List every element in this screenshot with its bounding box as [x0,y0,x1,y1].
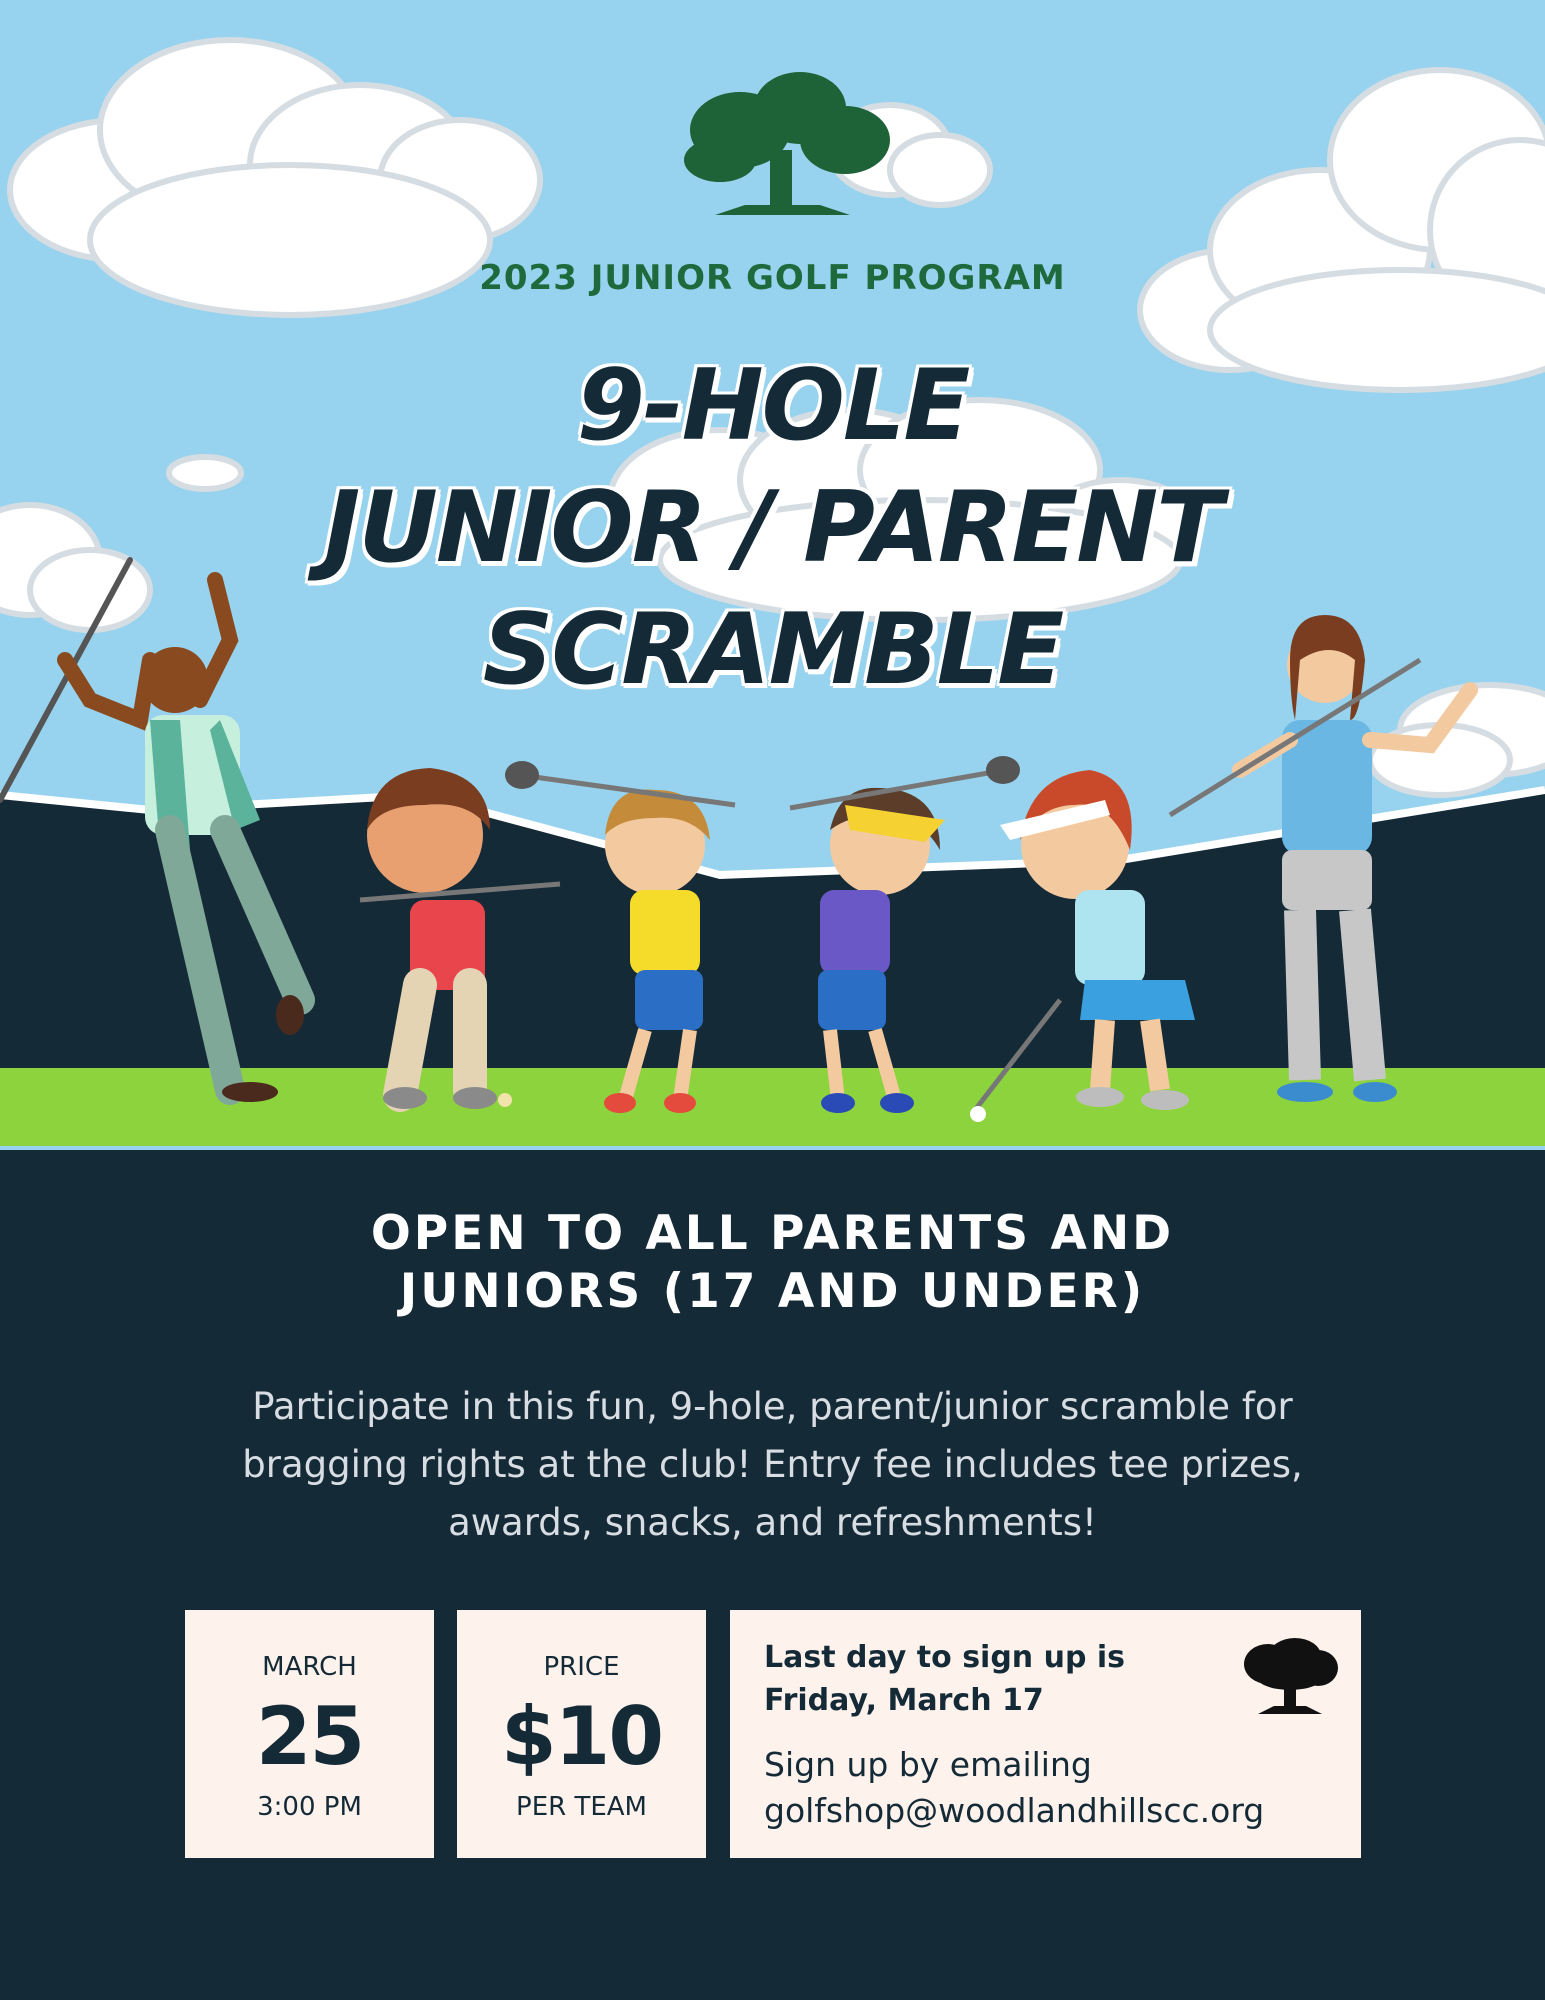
eligibility-line-2: JUNIORS (17 AND UNDER) [399,1264,1146,1319]
description-line-3: awards, snacks, and refreshments! [448,1501,1097,1544]
instructions-line-1: Sign up by emailing [764,1745,1092,1784]
signup-email[interactable]: golfshop@woodlandhillscc.org [764,1791,1265,1830]
deadline-line-2: Friday, March 17 [764,1683,1044,1718]
eligibility-line-1: OPEN TO ALL PARENTS AND [370,1206,1175,1261]
program-subtitle: 2023 JUNIOR GOLF PROGRAM [479,258,1066,298]
signup-instructions [764,1742,1354,1834]
date-month: MARCH [262,1652,357,1682]
price-label: PRICE [543,1652,620,1682]
date-time: 3:00 PM [257,1792,362,1822]
event-headline [0,345,1545,711]
signup-deadline [764,1636,1194,1722]
headline-line-2: JUNIOR / PARENT [323,471,1222,585]
signup-card [730,1610,1361,1858]
date-card [185,1610,434,1858]
price-unit: PER TEAM [516,1792,647,1822]
event-description [130,1378,1415,1552]
cloud-top-right [1140,70,1545,390]
tree-icon [1240,1636,1340,1718]
deadline-line-1: Last day to sign up is [764,1640,1126,1675]
eligibility-heading [0,1205,1545,1321]
date-day: 25 [255,1690,364,1783]
price-amount: $10 [501,1690,662,1783]
description-line-2: bragging rights at the club! Entry fee includes tee prizes, [242,1443,1303,1486]
oak-tree-icon [684,72,890,215]
description-line-1: Participate in this fun, 9-hole, parent/junior scramble for [252,1385,1293,1428]
headline-line-1: 9-HOLE [576,349,969,463]
price-card [457,1610,706,1858]
headline-line-3: SCRAMBLE [482,593,1063,707]
